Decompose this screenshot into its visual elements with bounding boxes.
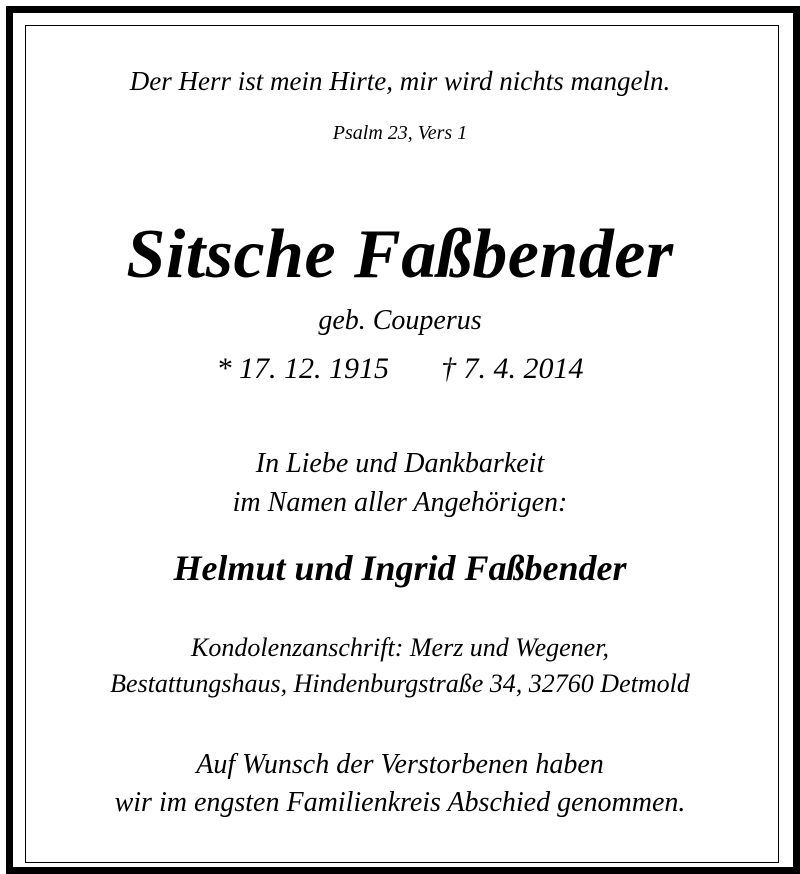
bible-verse: Der Herr ist mein Hirte, mir wird nichts mangeln.: [129, 66, 671, 96]
verse-reference: Psalm 23, Vers 1: [332, 122, 468, 144]
closing-line-2: wir im engsten Familienkreis Abschied genommen.: [114, 787, 686, 818]
notice-inner-border: [25, 25, 779, 863]
thanks-line-2: im Namen aller Angehörigen:: [232, 487, 568, 518]
closing-line-1: Auf Wunsch der Verstorbenen haben: [196, 749, 604, 780]
date-of-death: † 7. 4. 2014: [441, 352, 584, 385]
deceased-name: Sitsche Faßbender: [126, 216, 674, 293]
thanks-line-1: In Liebe und Dankbarkeit: [255, 448, 545, 479]
date-of-birth: * 17. 12. 1915: [216, 352, 389, 385]
condolence-address-line-2: Bestattungshaus, Hindenburgstraße 34, 32760 Detmold: [110, 669, 690, 698]
life-dates: [0, 349, 800, 389]
condolence-address-line-1: Kondolenzanschrift: Merz und Wegener,: [191, 633, 609, 662]
family-names: Helmut und Ingrid Faßbender: [173, 548, 627, 588]
birth-name: geb. Couperus: [318, 305, 482, 336]
